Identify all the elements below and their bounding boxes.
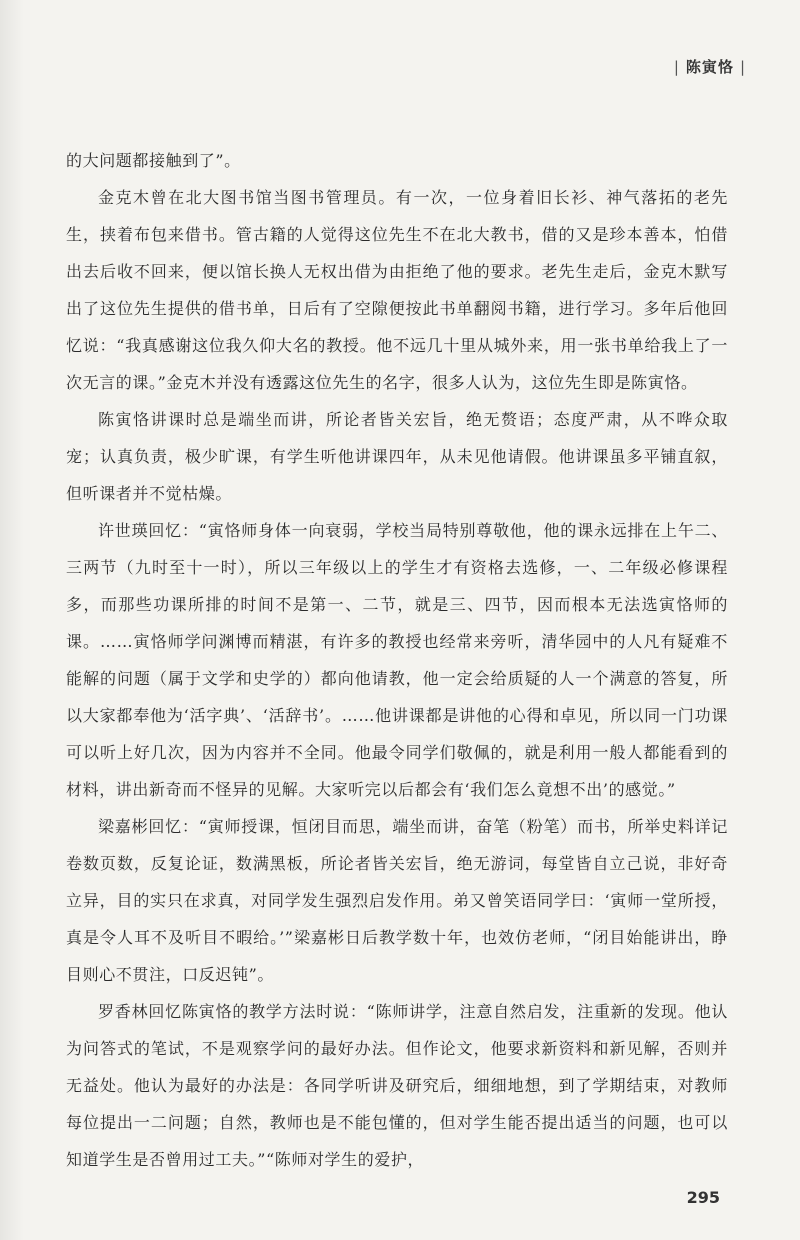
paragraph-luo-xianglin: 罗香林回忆陈寅恪的教学方法时说：“陈师讲学，注意自然启发，注重新的发现。他认为问答式的笔试，不是观察学问的最好办法。但作论文，他要求新资料和新见解，否则并无益处。他认为最好的办法是：各同学听讲及研究后，细细地想，到了学期结束，对教师每位提出一二问题；自然，教师也是不能包懂的，但对学生能否提出适当的问题，也可以知道学生是否曾用过工夫。”“陈师对学生的爱护，	[66, 1002, 728, 1169]
header-title: 陈寅恪	[685, 58, 734, 76]
page-gutter-shadow	[0, 0, 24, 1240]
paragraph-jin-kemu: 金克木曾在北大图书馆当图书管理员。有一次，一位身着旧长衫、神气落拓的老先生，挟着布包来借书。管古籍的人觉得这位先生不在北大教书，借的又是珍本善本，怕借出去后收不回来，便以馆长换人无权出借为由拒绝了他的要求。老先生走后，金克木默写出了这位先生提供的借书单，日后有了空隙便按此书单翻阅书籍，进行学习。多年后他回忆说：“我真感谢这位我久仰大名的教授。他不远几十里从城外来，用一张书单给我上了一次无言的课。”金克木并没有透露这位先生的名字，很多人认为，这位先生即是陈寅恪。	[66, 188, 728, 392]
header-divider-left: |	[673, 58, 680, 76]
running-header	[668, 56, 752, 77]
paragraph-xu-shiying: 许世瑛回忆：“寅恪师身体一向衰弱，学校当局特别尊敬他，他的课永远排在上午二、三两节（九时至十一时），所以三年级以上的学生才有资格去选修，一、二年级必修课程多，而那些功课所排的时间不是第一、二节，就是三、四节，因而根本无法选寅恪师的课。……寅恪师学问渊博而精湛，有许多的教授也经常来旁听，清华园中的人凡有疑难不能解的问题（属于文学和史学的）都向他请教，他一定会给质疑的人一个满意的答复，所以大家都奉他为‘活字典’、‘活辞书’。……他讲课都是讲他的心得和卓见，所以同一门功课可以听上好几次，因为内容并不全同。他最令同学们敬佩的，就是利用一般人都能看到的材料，讲出新奇而不怪异的见解。大家听完以后都会有‘我们怎么竟想不出’的感觉。”	[66, 521, 728, 799]
paragraph-lecture-style: 陈寅恪讲课时总是端坐而讲，所论者皆关宏旨，绝无赘语；态度严肃，从不哗众取宠；认真负责，极少旷课，有学生听他讲课四年，从未见他请假。他讲课虽多平铺直叙，但听课者并不觉枯燥。	[66, 410, 728, 503]
paragraph-continuation: 的大问题都接触到了”。	[66, 151, 241, 170]
page-body	[66, 142, 728, 1178]
page-number: 295	[686, 1188, 720, 1207]
header-divider-right: |	[739, 58, 746, 76]
paragraph-liang-jiabin: 梁嘉彬回忆：“寅师授课，恒闭目而思，端坐而讲，奋笔（粉笔）而书，所举史料详记卷数页数，反复论证，数满黑板，所论者皆关宏旨，绝无游词，每堂皆自立己说，非好奇立异，目的实只在求真，对同学发生强烈启发作用。弟又曾笑语同学曰：‘寅师一堂所授，真是令人耳不及听目不暇给。’”梁嘉彬日后教学数十年，也效仿老师，“闭目始能讲出，睁目则心不贯注，口反迟钝”。	[66, 817, 728, 984]
